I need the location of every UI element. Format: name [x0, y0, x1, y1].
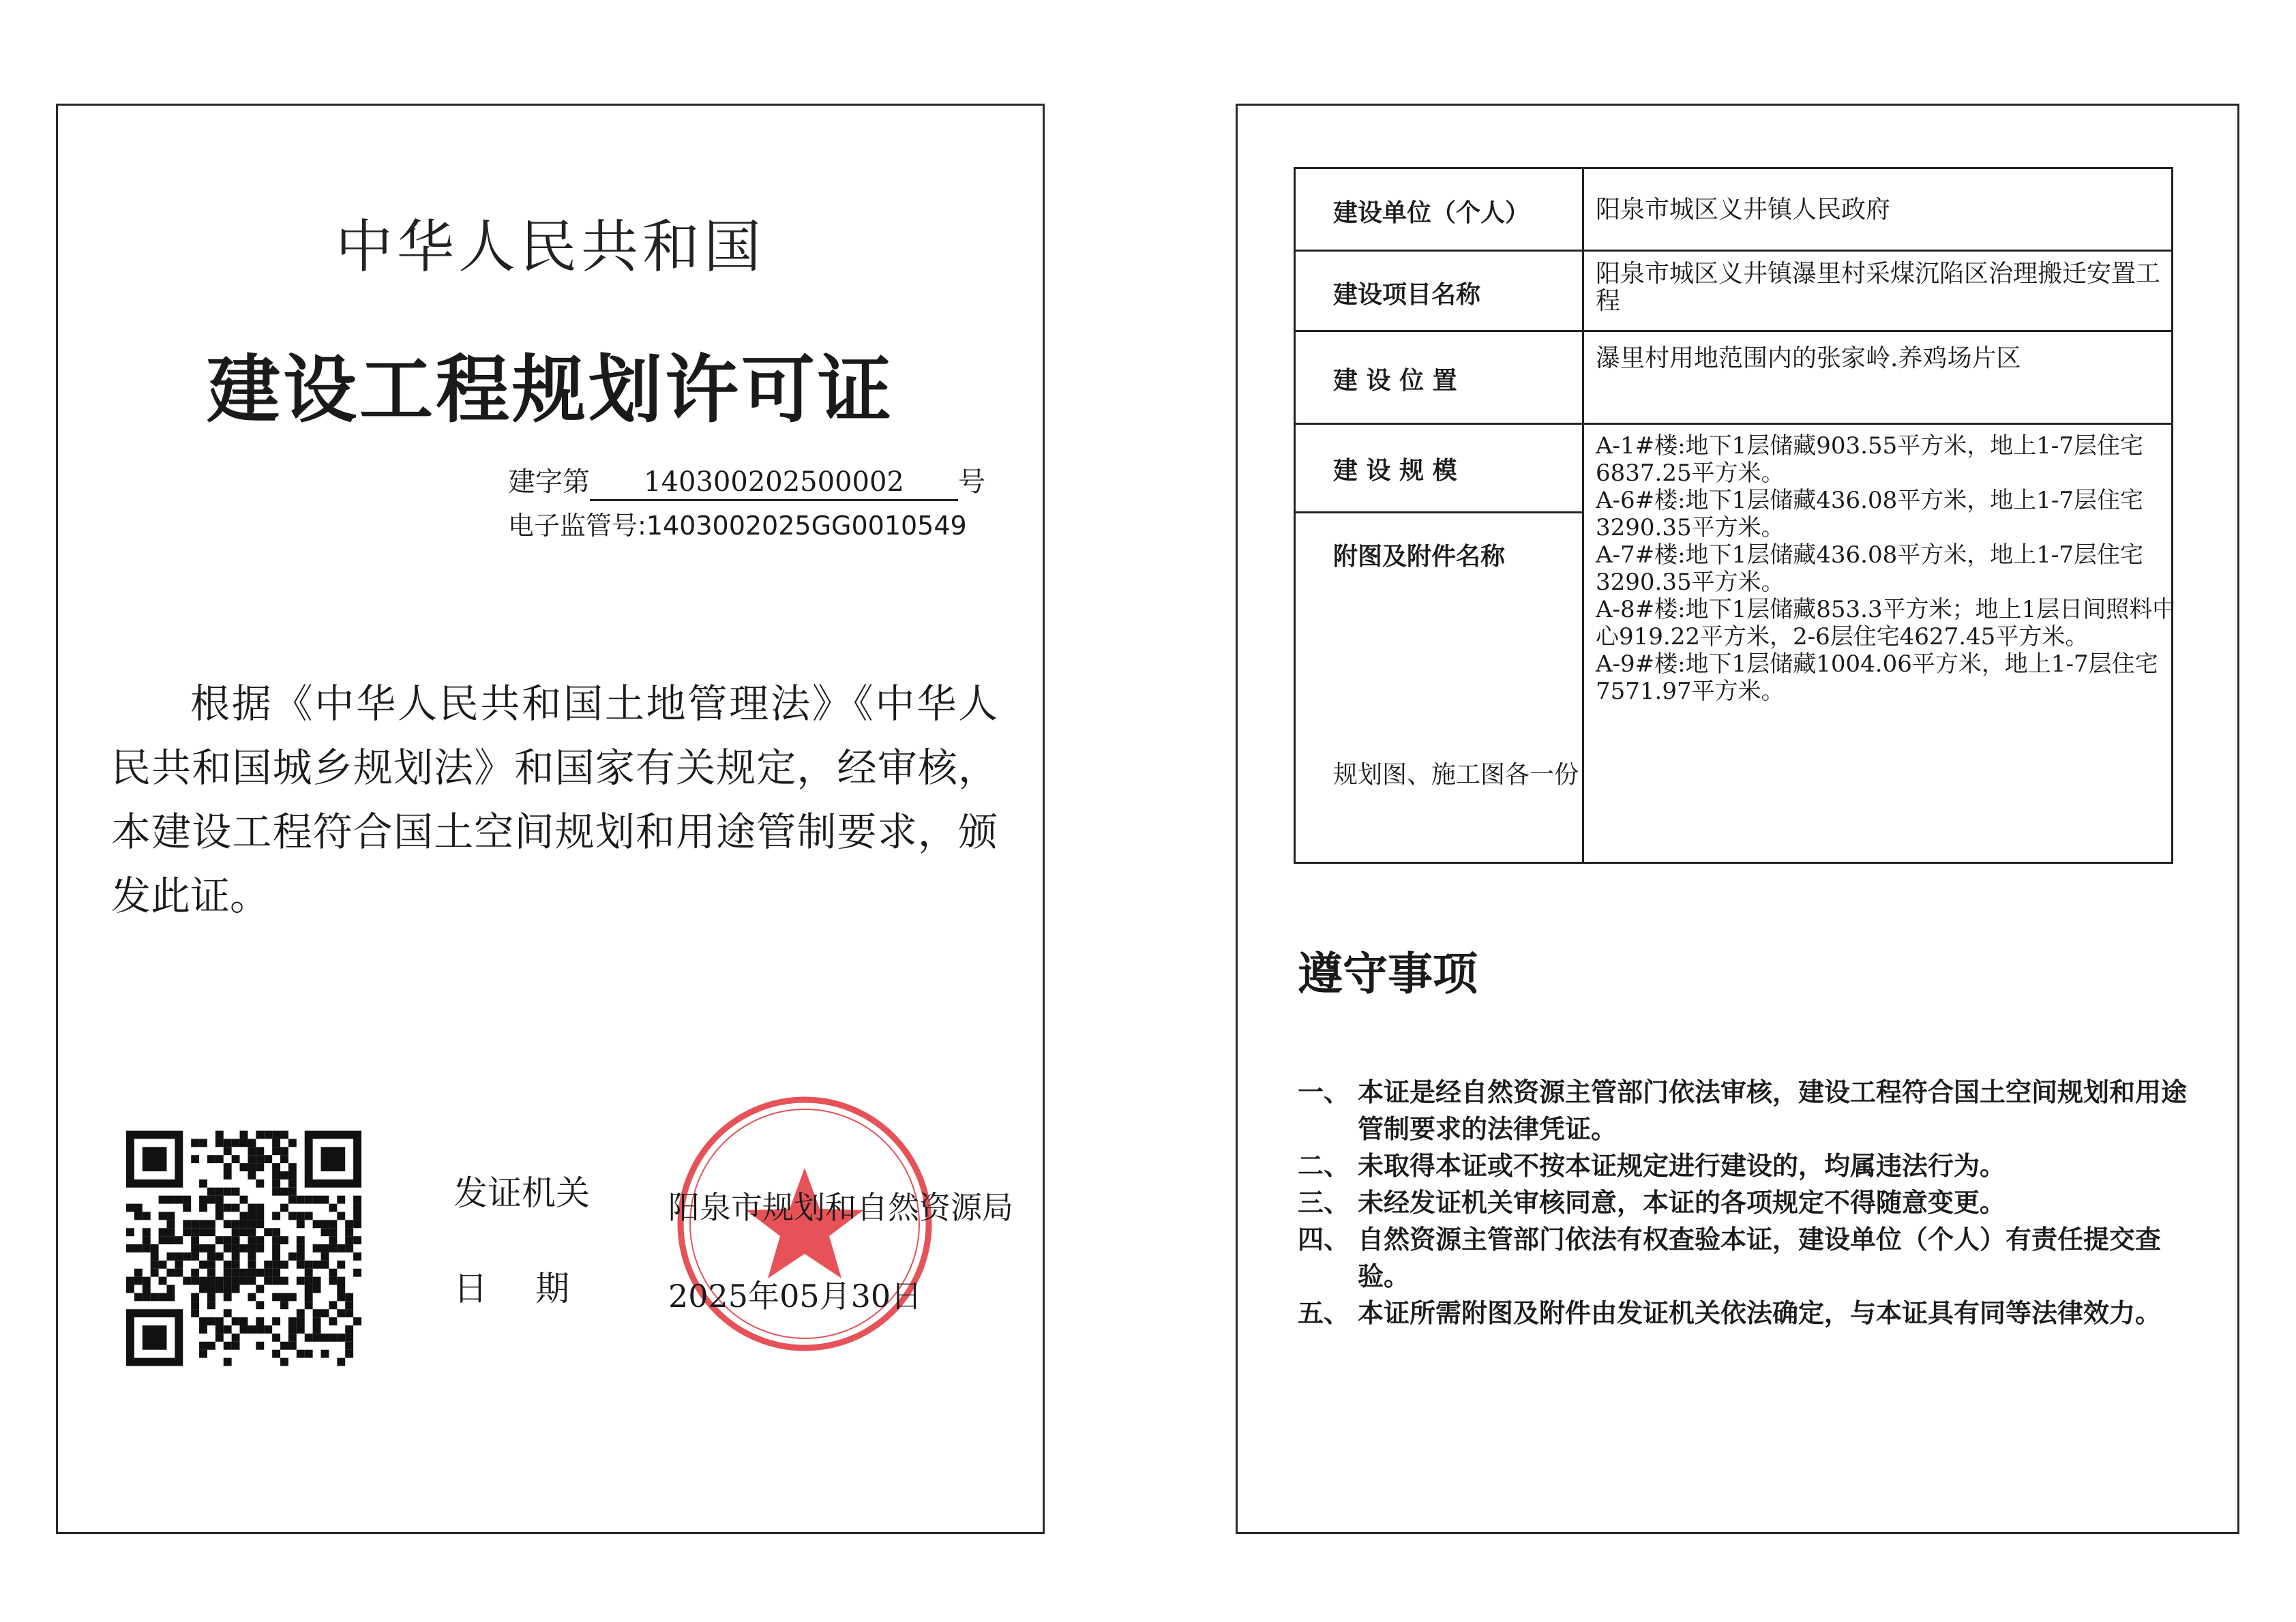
notice-item	[1298, 1074, 2198, 1147]
certificate-cover-page	[56, 104, 1045, 1534]
notice-item	[1298, 1221, 2198, 1295]
scale-line: A-7#楼:地下1层储藏436.08平方米，地上1-7层住宅	[1596, 541, 2143, 569]
notice-text: 本证所需附图及附件由发证机关依法确定，与本证具有同等法律效力。	[1358, 1298, 2162, 1328]
table-row-divider	[1296, 511, 1582, 513]
scale-line: A-8#楼:地下1层储藏853.3平方米；地上1层日间照料中	[1596, 596, 2176, 623]
notice-number: 五、	[1298, 1298, 1350, 1328]
attachments-label: 附图及附件名称	[1333, 543, 1506, 571]
esupervision-row	[508, 505, 967, 542]
qr-code-icon	[126, 1126, 361, 1371]
unit-label: 建设单位（个人）	[1333, 199, 1530, 227]
country-heading: 中华人民共和国	[335, 213, 765, 280]
issuer-name: 阳泉市规划和自然资源局	[668, 1189, 1013, 1226]
certificate-details-page	[1236, 104, 2239, 1534]
scale-line: 7571.97平方米。	[1596, 678, 1785, 705]
location-label: 建 设 位 置	[1333, 367, 1457, 395]
table-column-divider	[1582, 169, 1584, 862]
issuer-label: 发证机关	[453, 1173, 590, 1213]
certificate-number: 140300202500002	[590, 466, 958, 501]
notice-number: 四、	[1298, 1225, 1350, 1255]
scale-line: 3290.35平方米。	[1596, 569, 1785, 596]
esupervision-number: 1403002025GG0010549	[646, 511, 967, 541]
notice-item	[1298, 1147, 2198, 1184]
notice-text: 本证是经自然资源主管部门依法审核，建设工程符合国土空间规划和用途管制要求的法律凭证。	[1358, 1077, 2188, 1144]
number-prefix: 建字第	[508, 466, 590, 498]
scale-line: A-1#楼:地下1层储藏903.55平方米，地上1-7层住宅	[1596, 432, 2143, 460]
issue-date: 2025年05月30日	[668, 1278, 923, 1315]
scale-line: A-9#楼:地下1层储藏1004.06平方米，地上1-7层住宅	[1596, 650, 2158, 678]
certificate-title: 建设工程规划许可证	[206, 347, 894, 433]
notice-item	[1298, 1295, 2198, 1332]
table-row-divider	[1296, 423, 2171, 425]
date-label: 日期	[453, 1269, 617, 1308]
table-row-divider	[1296, 250, 2171, 252]
notice-list	[1298, 1074, 2198, 1332]
esupervision-label: 电子监管号:	[508, 511, 646, 541]
scale-line: A-6#楼:地下1层储藏436.08平方米，地上1-7层住宅	[1596, 487, 2143, 514]
notice-number: 二、	[1298, 1151, 1350, 1181]
certificate-number-row	[508, 460, 985, 501]
notice-number: 一、	[1298, 1077, 1350, 1107]
scale-value	[1596, 432, 2223, 705]
unit-value: 阳泉市城区义井镇人民政府	[1596, 196, 1891, 224]
scale-line: 心919.22平方米，2-6层住宅4627.45平方米。	[1596, 623, 2089, 650]
scale-label: 建 设 规 模	[1333, 457, 1457, 485]
location-value: 瀑里村用地范围内的张家岭.养鸡场片区	[1596, 344, 2021, 372]
project-info-table	[1294, 167, 2176, 864]
notice-title: 遵守事项	[1298, 948, 1478, 1000]
number-suffix: 号	[958, 466, 985, 498]
legal-basis-paragraph: 根据《中华人民共和国土地管理法》《中华人民共和国城乡规划法》和国家有关规定，经审核，本建设工程符合国土空间规划和用途管制要求，颁发此证。	[111, 680, 998, 919]
notice-text: 未经发证机关审核同意，本证的各项规定不得随意变更。	[1358, 1188, 2006, 1218]
notice-text: 自然资源主管部门依法有权查验本证，建设单位（个人）有责任提交查验。	[1358, 1225, 2162, 1291]
notice-text: 未取得本证或不按本证规定进行建设的，均属违法行为。	[1358, 1151, 2006, 1181]
scale-line: 3290.35平方米。	[1596, 514, 1785, 541]
notice-item	[1298, 1184, 2198, 1221]
notice-number: 三、	[1298, 1188, 1350, 1218]
project-name-label: 建设项目名称	[1333, 281, 1481, 309]
scale-line: 6837.25平方米。	[1596, 460, 1785, 487]
project-name-value: 阳泉市城区义井镇瀑里村采煤沉陷区治理搬迁安置工程	[1596, 260, 2161, 315]
table-row-divider	[1296, 330, 2171, 332]
attachments-value: 规划图、施工图各一份	[1333, 761, 1579, 789]
